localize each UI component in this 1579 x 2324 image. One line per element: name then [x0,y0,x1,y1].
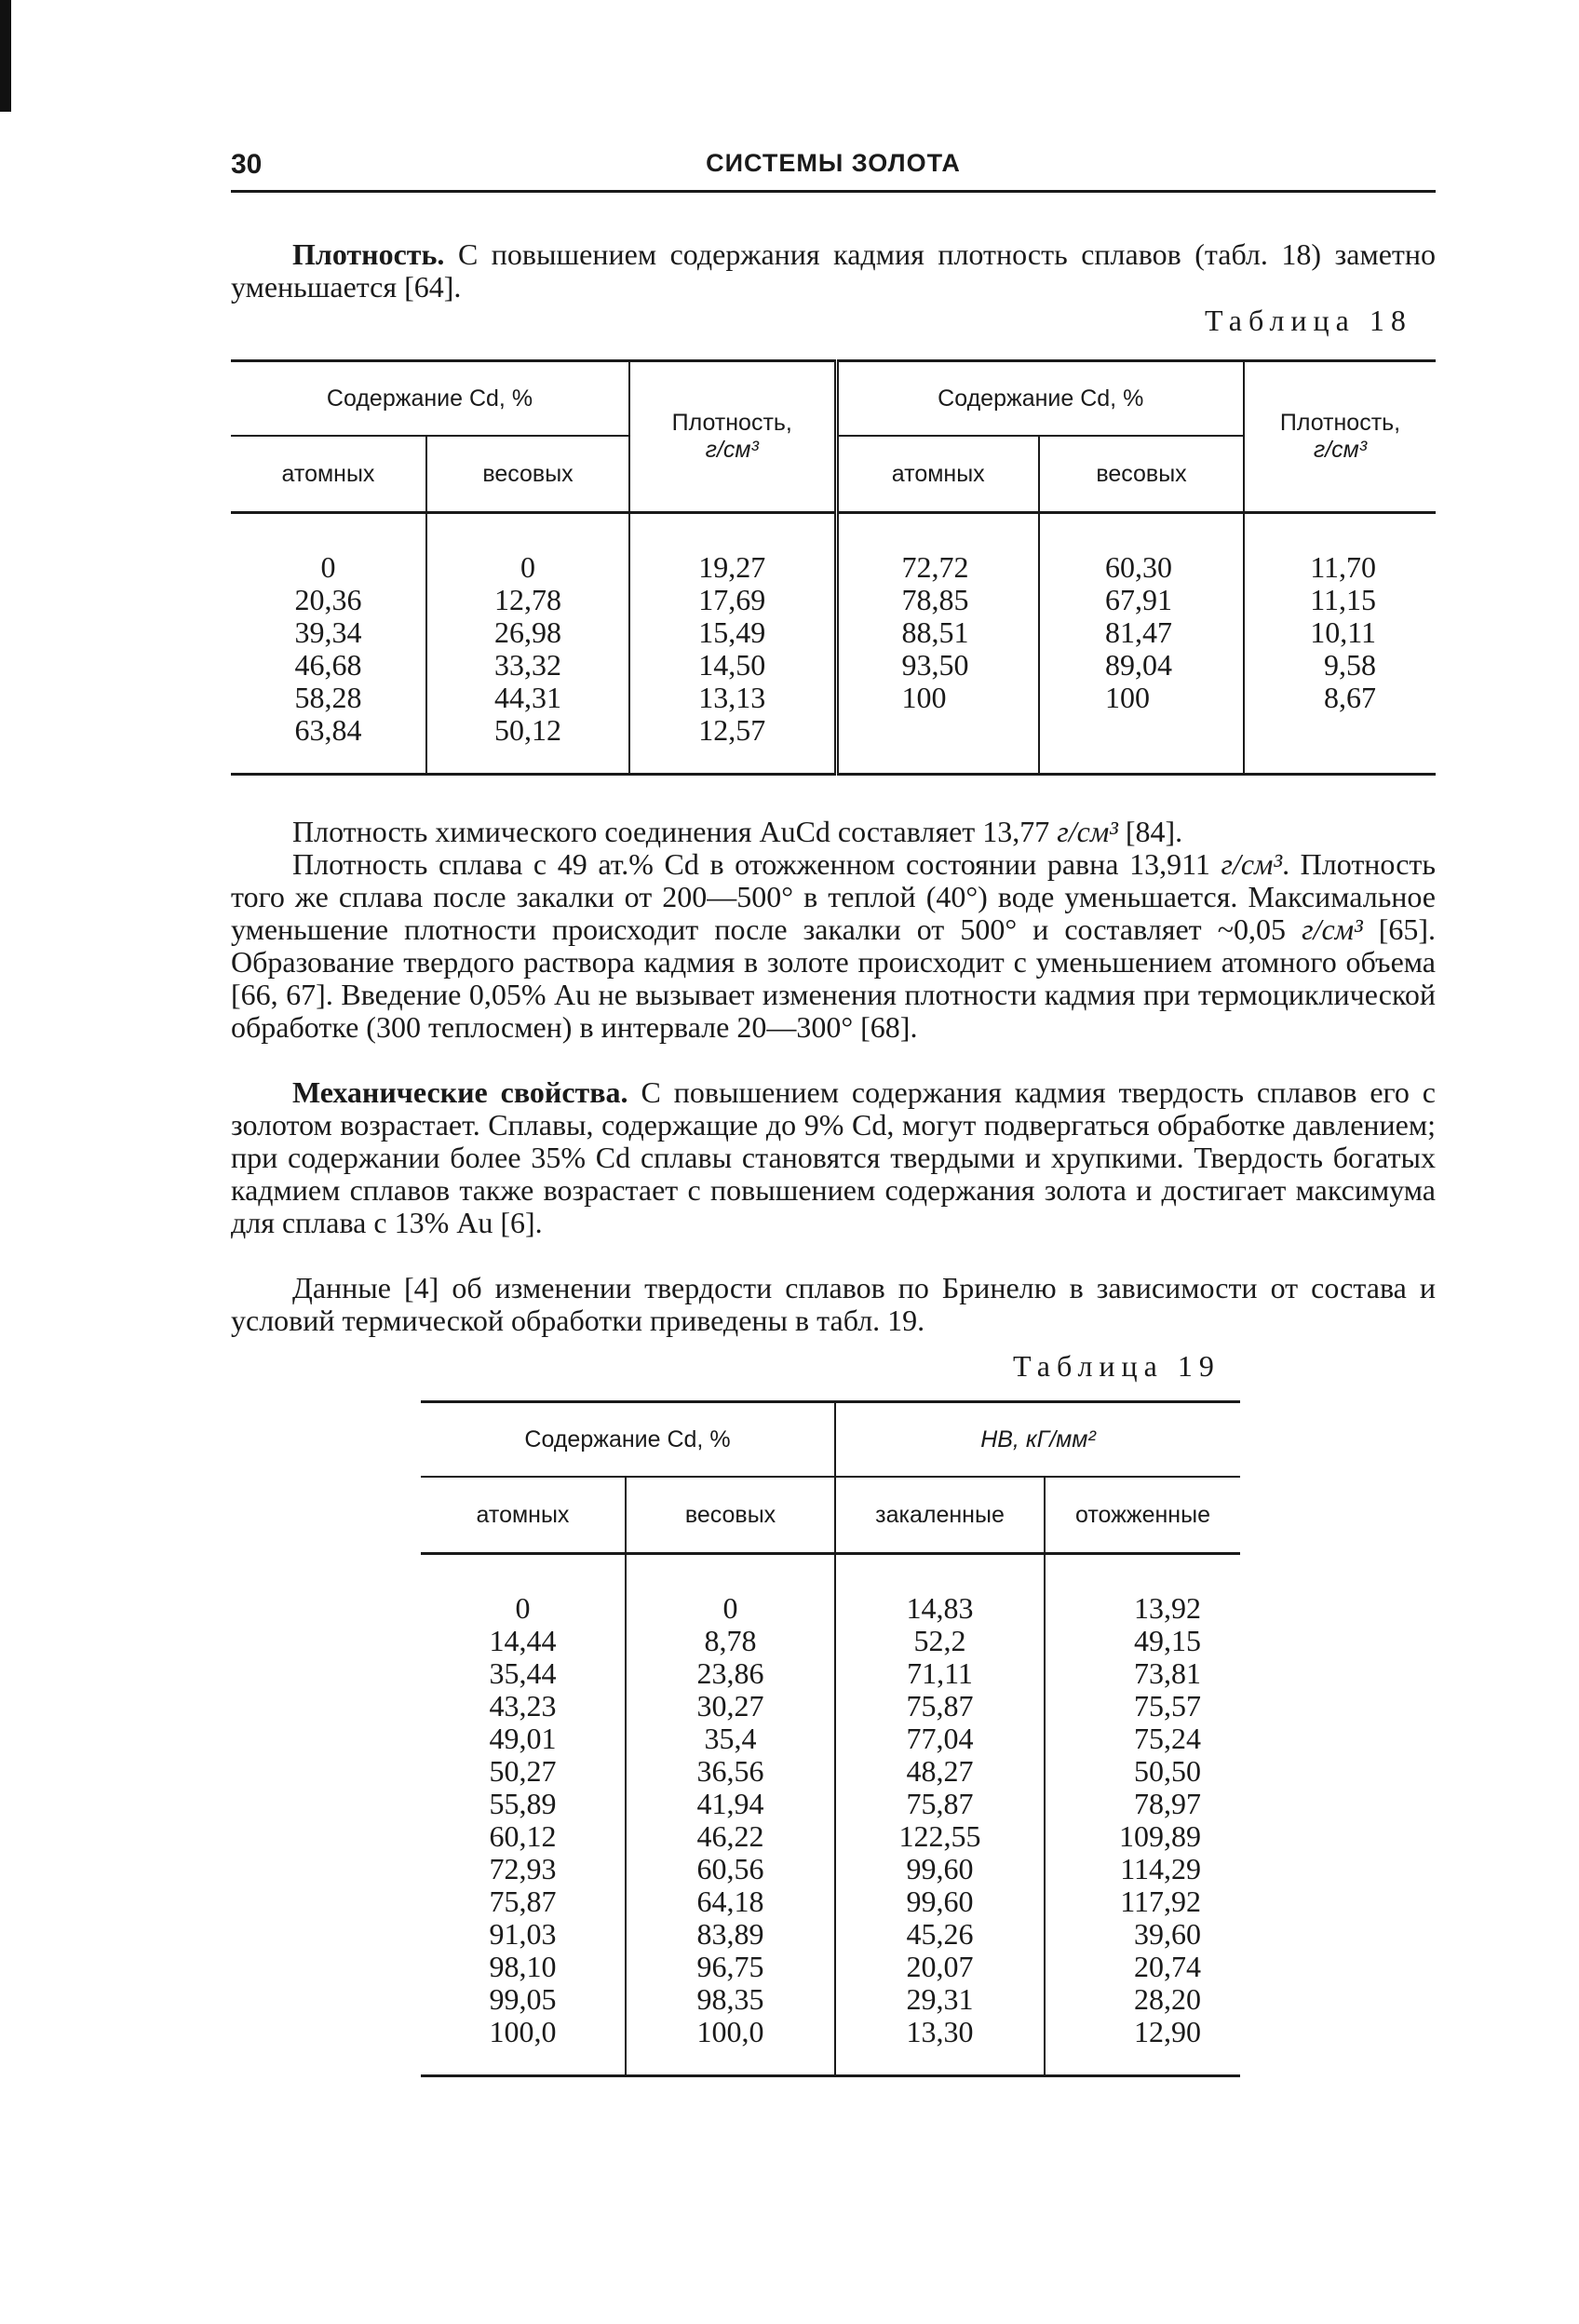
table-cell: 17,69 [698,583,766,616]
t19-atomic-header: атомных [476,1501,570,1528]
table-cell: 19,27 [698,550,766,584]
table-cell: 41,94 [696,1787,764,1820]
t19-col-weight [626,1592,835,2048]
t18-density-header-left [629,361,836,513]
table-cell: 60,56 [696,1852,764,1885]
table-cell: 28,20 [1134,1982,1201,2016]
table-cell: 8,78 [704,1624,757,1657]
table-cell: 91,03 [489,1917,557,1951]
table-cell: 60,12 [489,1819,557,1853]
t18-weight-header-left: весовых [426,436,629,513]
table-cell: 96,75 [696,1950,764,1983]
t18-atomic-header-right: атомных [836,436,1039,513]
table-cell: 12,90 [1134,2015,1201,2048]
table-cell: 14,44 [489,1624,557,1657]
table-cell: 75,87 [906,1787,974,1820]
t18-density-unit-right: г/см³ [1313,437,1368,463]
table-cell: 49,01 [489,1722,557,1755]
table-cell: 43,23 [489,1689,557,1723]
table-cell: 50,12 [494,713,561,747]
p1-text-a: Плотность химического соединения AuCd составляет 13,77 [292,815,1058,848]
t19-hb-header: HB, кГ/мм² [835,1402,1240,1478]
t18-atomic-header-left: атомных [281,460,375,487]
table-cell: 63,84 [294,713,362,747]
t19-weight-header: весовых [626,1477,835,1554]
table-cell: 83,89 [696,1917,764,1951]
table-cell: 99,60 [906,1852,974,1885]
table-cell: 13,30 [906,2015,974,2048]
table-18 [231,359,1436,776]
t19-quenched-header: закаленные [835,1477,1045,1554]
table-cell: 114,29 [1120,1852,1201,1885]
t19-col-annealed [1045,1592,1240,2048]
table-cell: 39,60 [1134,1917,1201,1951]
section-lead-density: Плотность. [292,237,445,271]
paragraph-mechanical-properties [231,1076,1436,1239]
table-cell: 81,47 [1105,615,1172,649]
table-cell: 88,51 [901,615,969,649]
intro-text: С повышением содержания кадмия плотность сплавов (табл. 18) заметно уменьшается [64]. [231,237,1436,304]
table-cell: 26,98 [494,615,561,649]
paragraph-brinell-data: Данные [4] об изменении твердости сплавов по Бринелю в зависимости от состава и условий термической обработки приведены в табл. 19. [231,1271,1436,1337]
t18-density-label-right: Плотность, [1279,410,1401,436]
table-cell: 13,92 [1134,1591,1201,1625]
section-lead-mechanical: Механические свойства. [292,1075,628,1109]
page-header [231,145,1436,193]
p2-text-c: [65]. Образование твердого раствора кадмия в золоте происходит с уменьшением атомного объема [66, 67]. Введение 0,05% Au не вызывает изменения плотности кадмия при термоциклической обработке (300 теплосмен) в интервале 20—300° [68]. [231,912,1437,1044]
table-cell: 0 [515,1591,531,1625]
table-cell: 39,34 [294,615,362,649]
table-cell: 14,83 [906,1591,974,1625]
p1-text-b: [84]. [1117,815,1183,848]
table-cell: 10,11 [1310,615,1376,649]
p3-text: С повышением содержания кадмия твердость сплавов его с золотом возрастает. Сплавы, содержащие до 9% Cd, могут подвергаться обработке давлением; при содержании более 35% Cd сплавы становятся твердыми и хрупкими. Твердость богатых кадмием сплавов также возрастает с повышением содержания золота и достигает максимума для сплава с 13% Au [6]. [231,1075,1437,1239]
table-cell: 100 [1105,681,1150,714]
t18-col-atomic-left [231,551,426,747]
table-cell: 72,93 [489,1852,557,1885]
t18-weight-header-right: весовых [1039,436,1244,513]
table-cell: 75,24 [1134,1722,1201,1755]
table-cell: 48,27 [906,1754,974,1788]
table-cell: 75,87 [906,1689,974,1723]
paragraph-annealed-density [231,848,1436,1044]
table-cell: 15,49 [698,615,766,649]
table-cell: 8,67 [1324,681,1376,714]
table-cell: 0 [520,550,535,584]
table-cell: 33,32 [494,648,561,682]
table-cell: 50,27 [489,1754,557,1788]
table-cell: 36,56 [696,1754,764,1788]
t19-col-quenched [835,1592,1045,2048]
table-cell: 20,07 [906,1950,974,1983]
table-cell: 98,10 [489,1950,557,1983]
table-cell: 64,18 [696,1885,764,1918]
table-cell: 46,22 [696,1819,764,1853]
table-cell: 0 [320,550,336,584]
table-cell: 122,55 [898,1819,981,1853]
table-cell: 11,70 [1310,550,1376,584]
table-cell: 73,81 [1134,1656,1201,1690]
table-19 [421,1400,1240,2077]
t18-col-density-left [629,551,836,747]
page-number: 30 [231,149,263,180]
table-cell: 44,31 [494,681,561,714]
table-cell: 11,15 [1310,583,1376,616]
p2-text-b: . Плотность того же сплава после закалки от 200—500° в теплой (40°) воде уменьшается. Максимальное уменьшение плотности происходит после закалки от 500° и составляет ~0,05 [231,847,1436,946]
table-cell: 60,30 [1105,550,1172,584]
t18-density-label-left: Плотность, [671,410,792,436]
p2-unit-1: г/см³ [1221,847,1283,881]
table-cell: 49,15 [1134,1624,1201,1657]
paragraph-aucd-density [231,816,1436,848]
t18-density-header-right [1244,361,1436,513]
table-cell: 23,86 [696,1656,764,1690]
table-cell: 78,97 [1134,1787,1201,1820]
table-cell: 100 [901,681,947,714]
table-cell: 20,36 [294,583,362,616]
p1-unit: г/см³ [1057,815,1118,848]
t18-col-weight-right [1039,551,1244,747]
table-cell: 99,60 [906,1885,974,1918]
table-cell: 67,91 [1105,583,1172,616]
table-cell: 58,28 [294,681,362,714]
table-cell: 45,26 [906,1917,974,1951]
t18-group-header-right: Содержание Cd, % [836,361,1244,437]
t19-annealed-header: отожженные [1045,1477,1240,1554]
table-cell: 29,31 [906,1982,974,2016]
table-cell: 35,4 [704,1722,757,1755]
table-18-caption: Таблица 18 [1205,304,1412,337]
table-cell: 78,85 [901,583,969,616]
scan-edge-mark [0,0,11,112]
p2-unit-2: г/см³ [1302,912,1363,946]
t18-col-weight-left [426,551,629,747]
table-cell: 98,35 [696,1982,764,2016]
p2-text-a: Плотность сплава с 49 ат.% Cd в отожженном состоянии равна 13,911 [292,847,1221,881]
t18-col-atomic-right [836,551,1039,747]
table-cell: 93,50 [901,648,969,682]
table-cell: 14,50 [698,648,766,682]
table-cell: 77,04 [906,1722,974,1755]
t18-density-unit-left: г/см³ [705,437,759,463]
table-cell: 46,68 [294,648,362,682]
table-cell: 20,74 [1134,1950,1201,1983]
intro-paragraph [231,238,1436,304]
table-cell: 72,72 [901,550,969,584]
table-cell: 89,04 [1105,648,1172,682]
table-cell: 50,50 [1134,1754,1201,1788]
t19-group-header: Содержание Cd, % [421,1402,835,1478]
table-cell: 35,44 [489,1656,557,1690]
table-cell: 12,78 [494,583,561,616]
table-cell: 0 [722,1591,738,1625]
table-cell: 30,27 [696,1689,764,1723]
table-cell: 9,58 [1324,648,1376,682]
table-cell: 71,11 [907,1656,973,1690]
table-cell: 117,92 [1120,1885,1201,1918]
table-cell: 100,0 [489,2015,557,2048]
table-19-caption: Таблица 19 [1013,1349,1221,1383]
table-cell: 55,89 [489,1787,557,1820]
table-cell: 75,57 [1134,1689,1201,1723]
table-cell: 99,05 [489,1982,557,2016]
table-cell: 12,57 [698,713,766,747]
running-title: СИСТЕМЫ ЗОЛОТА [706,149,961,177]
t19-col-atomic [421,1592,626,2048]
table-cell: 109,89 [1119,1819,1201,1853]
table-cell: 75,87 [489,1885,557,1918]
t18-col-density-right [1244,551,1436,747]
t18-group-header-left: Содержание Cd, % [231,361,629,437]
table-cell: 13,13 [698,681,766,714]
table-cell: 52,2 [913,1624,966,1657]
table-cell: 100,0 [696,2015,764,2048]
